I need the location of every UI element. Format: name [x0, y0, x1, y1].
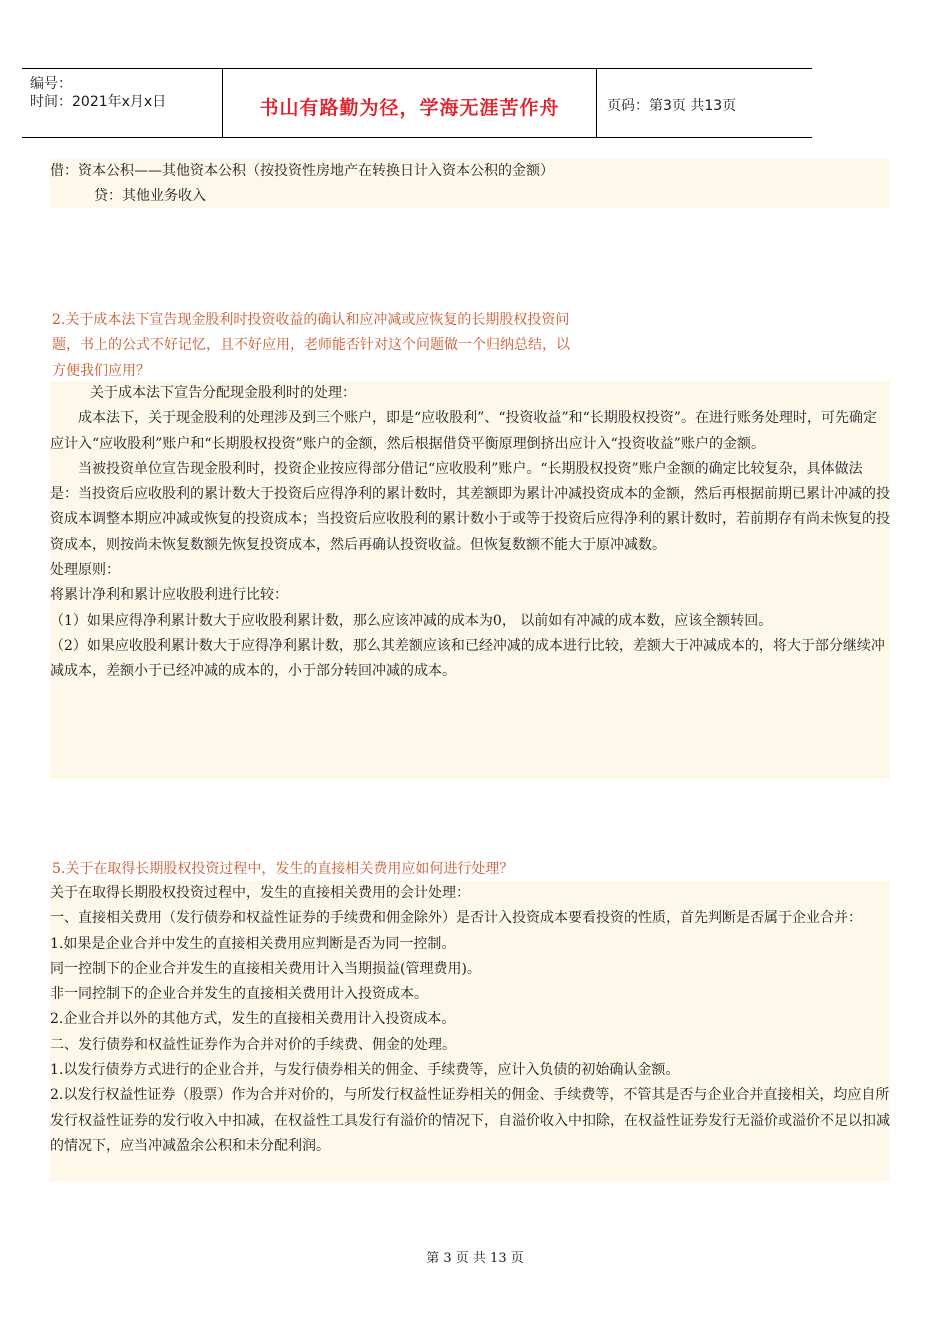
- q2-intro: 关于成本法下宣告分配现金股利时的处理：: [90, 385, 356, 401]
- q5-section-2-item-2: 2.以发行权益性证券（股票）作为合并对价的，与所发行权益性证券相关的佣金、手续费等，不管其是否与企业合并直接相关，均应自所发行权益性证券的发行收入中扣减，在权益性工具发行有溢价的情况下，自溢价收入中扣除，在权益性证券发行无溢价或溢价不足以扣减的情况下，应当冲减盈余公积和未分配利润。: [50, 1087, 890, 1154]
- q2-paragraph-1: 成本法下，关于现金股利的处理涉及到三个账户，即是“应收股利”、“投资收益”和“长期股权投资”。在进行账务处理时，可先确定应计入“应收股利”账户和“长期股权投资”账户的金额，然后根据借贷平衡原理倒挤出应计入“投资收益”账户的金额。: [50, 410, 877, 452]
- journal-credit-line: 贷：其他业务收入: [94, 188, 206, 205]
- q5-section-1-item-3: 非一同控制下的企业合并发生的直接相关费用计入投资成本。: [50, 986, 428, 1003]
- document-time: 时间：2021年x月x日: [30, 94, 167, 110]
- question-2-title: [52, 308, 712, 384]
- journal-debit-line: 借：资本公积——其他资本公积（按投资性房地产在转换日计入资本公积的金额）: [50, 163, 554, 179]
- page-footer: 第 3 页 共 13 页: [426, 1251, 524, 1266]
- question-2-answer: [50, 381, 890, 779]
- question-2-title-line2: 题，书上的公式不好记忆，且不好应用，老师能否针对这个问题做一个归纳总结，以: [52, 337, 570, 354]
- q2-paragraph-2: 当被投资单位宣告现金股利时，投资企业按应得部分借记“应收股利”账户。“长期股权投资”账户金额的确定比较复杂，具体做法是：当投资后应收股利的累计数大于投资后应得净利的累计数时，其差额即为累计冲减投资成本的金额，然后再根据前期已累计冲减的投资成本调整本期应冲减或恢复的投资成本；当投资后应收股利的累计数小于或等于投资后应得净利的累计数时，若前期存有尚未恢复的投资成本，则按尚未恢复数额先恢复投资成本，然后再确认投资收益。但恢复数额不能大于原冲减数。: [50, 460, 890, 553]
- question-5-title: 5.关于在取得长期股权投资过程中，发生的直接相关费用应如何进行处理？: [52, 861, 514, 877]
- q5-section-2: 二、发行债券和权益性证券作为合并对价的手续费、佣金的处理。: [50, 1036, 456, 1053]
- q5-section-2-item-1: 1.以发行债券方式进行的企业合并，与发行债券相关的佣金、手续费等，应计入负债的初始确认金额。: [50, 1062, 680, 1079]
- document-header: [22, 68, 812, 138]
- q5-section-1-item-1: 1.如果是企业合并中发生的直接相关费用应判断是否为同一控制。: [50, 935, 456, 952]
- document-number-label: 编号：: [30, 76, 72, 92]
- header-meta-cell: [22, 69, 223, 137]
- q2-compare-line: 将累计净利和累计应收股利进行比较：: [50, 587, 288, 604]
- header-motto: 书山有路勤为径，学海无涯苦作舟: [259, 97, 560, 119]
- header-page-cell: [597, 69, 812, 137]
- q2-item-1: （1）如果应得净利累计数大于应收股利累计数，那么应该冲减的成本为0， 以前如有冲减的成本数，应该全额转回。: [50, 612, 773, 629]
- question-2-title-line3: 方便我们应用？: [52, 362, 150, 379]
- journal-entry-block: [50, 159, 890, 208]
- header-motto-cell: [223, 69, 597, 137]
- question-2-title-line1: 2.关于成本法下宣告现金股利时投资收益的确认和应冲减或应恢复的长期股权投资问: [52, 312, 570, 328]
- question-5-answer: [50, 881, 890, 1182]
- q5-section-1: 一、直接相关费用（发行债券和权益性证券的手续费和佣金除外）是否计入投资成本要看投资的性质，首先判断是否属于企业合并：: [50, 910, 862, 927]
- q5-section-1-item-4: 2.企业合并以外的其他方式，发生的直接相关费用计入投资成本。: [50, 1011, 456, 1028]
- q2-item-2: （2）如果应收股利累计数大于应得净利累计数，那么其差额应该和已经冲减的成本进行比较，差额大于冲减成本的，将大于部分继续冲减成本，差额小于已经冲减的成本的，小于部分转回冲减的成本。: [50, 637, 885, 680]
- header-page-info: 页码：第3页 共13页: [607, 98, 737, 114]
- q2-principle-heading: 处理原则：: [50, 562, 120, 579]
- q5-intro: 关于在取得长期股权投资过程中，发生的直接相关费用的会计处理：: [50, 885, 470, 901]
- q5-section-1-item-2: 同一控制下的企业合并发生的直接相关费用计入当期损益(管理费用)。: [50, 960, 481, 977]
